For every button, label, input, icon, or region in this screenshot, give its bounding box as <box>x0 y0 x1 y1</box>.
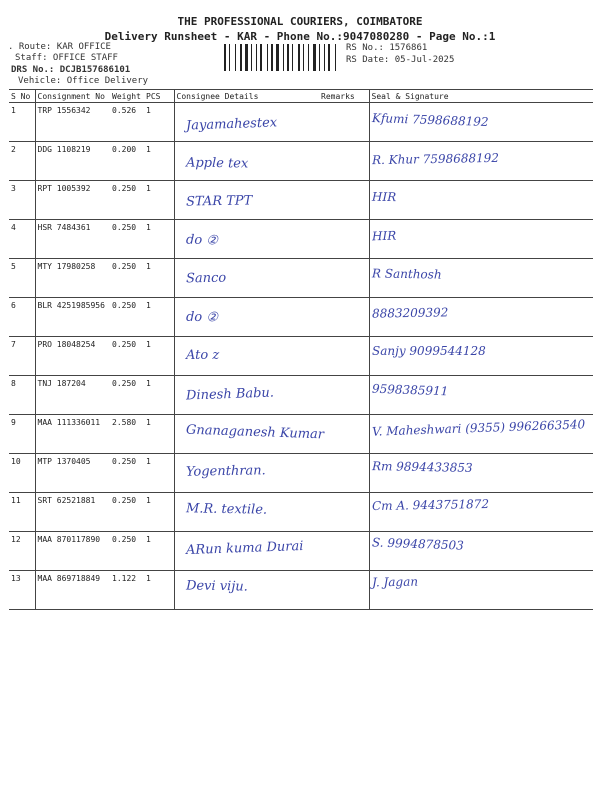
cell-consignment: MAA 111336011 <box>35 415 110 454</box>
cell-remarks <box>319 298 369 337</box>
cell-remarks <box>319 415 369 454</box>
barcode-bar <box>319 44 320 71</box>
handwritten-signature: J. Jagan <box>371 574 419 590</box>
cell-weight: 0.250 <box>110 337 144 376</box>
table-header-row <box>9 90 593 103</box>
cell-pcs: 1 <box>144 298 174 337</box>
cell-consignment: RPT 1005392 <box>35 181 110 220</box>
barcode-bar <box>251 44 252 71</box>
handwritten-signature: Cm A. 9443751872 <box>371 496 490 514</box>
cell-consignment: MAA 869718849 <box>35 571 110 610</box>
table-row <box>9 259 593 298</box>
handwritten-signature: HIR <box>371 228 397 243</box>
handwritten-signature: S. 9994878503 <box>371 534 464 553</box>
cell-weight: 2.580 <box>110 415 144 454</box>
cell-sno: 7 <box>9 337 35 376</box>
cell-sno: 10 <box>9 454 35 493</box>
route-text: . Route: KAR OFFICE <box>8 42 111 52</box>
cell-remarks <box>319 454 369 493</box>
cell-pcs: 1 <box>144 259 174 298</box>
handwritten-signature: R. Khur 7598688192 <box>371 150 500 167</box>
cell-sno: 4 <box>9 220 35 259</box>
cell-remarks <box>319 220 369 259</box>
cell-consignment: BLR 4251985956 <box>35 298 110 337</box>
cell-remarks <box>319 571 369 610</box>
handwritten-signature: HIR <box>371 189 397 205</box>
runsheet-title: Delivery Runsheet - KAR - Phone No.:9047080280 - Page No.:1 <box>104 30 496 43</box>
cell-remarks <box>319 181 369 220</box>
cell-consignment: PRO 18048254 <box>35 337 110 376</box>
cell-remarks <box>319 337 369 376</box>
barcode-bar <box>287 44 289 71</box>
col-weight: Weight <box>110 90 144 103</box>
barcode <box>224 44 340 71</box>
cell-weight: 1.122 <box>110 571 144 610</box>
cell-pcs: 1 <box>144 337 174 376</box>
handwritten-consignee: Apple tex <box>185 154 249 172</box>
rs-date-text: RS Date: 05-Jul-2025 <box>346 55 455 65</box>
cell-sno: 1 <box>9 103 35 142</box>
cell-pcs: 1 <box>144 220 174 259</box>
barcode-bar <box>256 44 257 71</box>
cell-sno: 3 <box>9 181 35 220</box>
rs-no-text: RS No.: 1576861 <box>346 43 428 53</box>
cell-weight: 0.526 <box>110 103 144 142</box>
cell-signature <box>369 220 593 259</box>
table-row <box>9 298 593 337</box>
barcode-bar <box>267 44 268 71</box>
cell-weight: 0.250 <box>110 181 144 220</box>
barcode-bar <box>328 44 330 71</box>
cell-sno: 2 <box>9 142 35 181</box>
cell-weight: 0.250 <box>110 298 144 337</box>
col-consignee: Consignee Details <box>174 90 319 103</box>
cell-sno: 11 <box>9 493 35 532</box>
col-signature: Seal & Signature <box>369 90 593 103</box>
handwritten-consignee: Devi viju. <box>185 578 248 595</box>
cell-remarks <box>319 142 369 181</box>
handwritten-signature: 8883209392 <box>371 304 449 321</box>
table-row <box>9 103 593 142</box>
cell-sno: 8 <box>9 376 35 415</box>
barcode-bar <box>245 44 248 71</box>
handwritten-consignee: do ② <box>185 231 219 249</box>
cell-pcs: 1 <box>144 376 174 415</box>
cell-consignment: TNJ 187204 <box>35 376 110 415</box>
cell-remarks <box>319 532 369 571</box>
table-row <box>9 571 593 610</box>
cell-remarks <box>319 103 369 142</box>
col-pcs: PCS <box>144 90 174 103</box>
barcode-bar <box>240 44 242 71</box>
cell-weight: 0.250 <box>110 259 144 298</box>
cell-pcs: 1 <box>144 142 174 181</box>
col-consignment: Consignment No <box>35 90 110 103</box>
cell-weight: 0.250 <box>110 220 144 259</box>
handwritten-consignee: STAR TPT <box>185 193 253 210</box>
cell-consignment: DDG 1108219 <box>35 142 110 181</box>
handwritten-consignee: Jayamahestex <box>185 115 278 134</box>
barcode-bar <box>303 44 304 71</box>
cell-consignment: HSR 7484361 <box>35 220 110 259</box>
cell-sno: 5 <box>9 259 35 298</box>
drs-text: DRS No.: DCJB157686101 <box>11 65 131 75</box>
handwritten-signature: R Santhosh <box>371 266 442 282</box>
cell-remarks <box>319 493 369 532</box>
barcode-bar <box>283 44 284 71</box>
handwritten-consignee: Gnanaganesh Kumar <box>185 422 325 443</box>
cell-weight: 0.200 <box>110 142 144 181</box>
barcode-bar <box>308 44 309 71</box>
handwritten-signature: Kfumi 7598688192 <box>371 110 489 130</box>
handwritten-signature: 9598385911 <box>371 381 449 398</box>
barcode-bar <box>229 44 230 71</box>
staff-text: Staff: OFFICE STAFF <box>15 53 118 63</box>
table-row <box>9 493 593 532</box>
vehicle-text: Vehicle: Office Delivery <box>18 76 149 86</box>
barcode-bar <box>335 44 336 71</box>
cell-sno: 13 <box>9 571 35 610</box>
handwritten-consignee: Ato z <box>186 348 220 363</box>
cell-consignment: MTP 1370405 <box>35 454 110 493</box>
company-title: THE PROFESSIONAL COURIERS, COIMBATORE <box>177 15 423 28</box>
cell-signature <box>369 181 593 220</box>
handwritten-consignee: ARun kuma Durai <box>185 538 304 558</box>
cell-weight: 0.250 <box>110 454 144 493</box>
table-row <box>9 220 593 259</box>
cell-pcs: 1 <box>144 181 174 220</box>
barcode-bar <box>271 44 273 71</box>
cell-pcs: 1 <box>144 103 174 142</box>
barcode-bar <box>224 44 226 71</box>
cell-sno: 6 <box>9 298 35 337</box>
cell-pcs: 1 <box>144 532 174 571</box>
barcode-bar <box>276 44 279 71</box>
table-row <box>9 142 593 181</box>
handwritten-consignee: do ② <box>185 309 219 325</box>
barcode-bar <box>298 44 300 71</box>
cell-pcs: 1 <box>144 415 174 454</box>
table-row <box>9 454 593 493</box>
barcode-bar <box>292 44 293 71</box>
cell-remarks <box>319 259 369 298</box>
handwritten-signature: Rm 9894433853 <box>371 458 473 475</box>
cell-consignment: TRP 1556342 <box>35 103 110 142</box>
cell-weight: 0.250 <box>110 376 144 415</box>
runsheet-table <box>9 89 593 610</box>
cell-pcs: 1 <box>144 493 174 532</box>
barcode-bar <box>235 44 236 71</box>
cell-sno: 9 <box>9 415 35 454</box>
table-row <box>9 337 593 376</box>
barcode-bar <box>324 44 325 71</box>
col-remarks: Remarks <box>319 90 369 103</box>
cell-consignment: MTY 17980258 <box>35 259 110 298</box>
handwritten-consignee: M.R. textile. <box>185 501 268 518</box>
cell-weight: 0.250 <box>110 493 144 532</box>
route-value: Route: KAR OFFICE <box>18 42 111 52</box>
table-row <box>9 181 593 220</box>
handwritten-signature: V. Maheshwari (9355) 9962663540 <box>371 417 586 439</box>
handwritten-consignee: Sanco <box>185 270 227 287</box>
cell-pcs: 1 <box>144 454 174 493</box>
cell-pcs: 1 <box>144 571 174 610</box>
handwritten-consignee: Yogenthran. <box>185 462 266 480</box>
barcode-bar <box>313 44 316 71</box>
col-sno: S No <box>9 90 35 103</box>
cell-consignment: MAA 870117890 <box>35 532 110 571</box>
handwritten-signature: Sanjy 9099544128 <box>372 344 486 358</box>
cell-sno: 12 <box>9 532 35 571</box>
barcode-bar <box>260 44 262 71</box>
handwritten-consignee: Dinesh Babu. <box>185 384 275 404</box>
cell-remarks <box>319 376 369 415</box>
cell-weight: 0.250 <box>110 532 144 571</box>
table-row <box>9 376 593 415</box>
cell-consignment: SRT 62521881 <box>35 493 110 532</box>
